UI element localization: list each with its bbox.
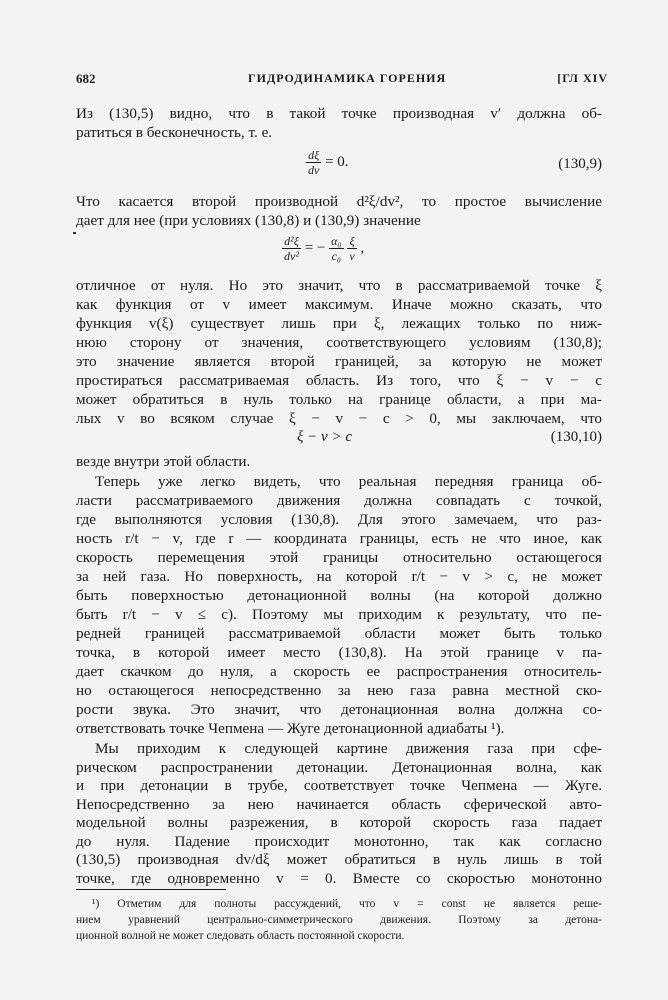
- text-line: Теперь уже легко видеть, что реальная передняя граница об-: [95, 473, 602, 490]
- text-line: лых v во всяком случае ξ − v − c > 0, мы заключаем, что: [76, 410, 602, 427]
- text-line: ность r/t − v, где r — координата границы, есть не что иное, как: [76, 530, 602, 547]
- fraction: [282, 234, 301, 263]
- text-line: модельной волны разрежения, в которой скорость газа падает: [76, 814, 602, 831]
- text-line: нюю сторону от значения, соответствующего условиям (130,8);: [76, 334, 602, 351]
- footnote-line: нием уравнений центрально-симметрического движения. Поэтому за детона-: [76, 914, 602, 926]
- text-line: Непосредственно за нею начинается область сферической авто-: [76, 795, 602, 813]
- text-line: и при детонации в трубе, соответствует точке Чепмена — Жуге.: [76, 777, 602, 794]
- denominator: dv: [308, 163, 320, 177]
- equation-number: (130,10): [550, 429, 602, 445]
- equation-number: (130,9): [558, 156, 602, 172]
- text-line: точке, где одновременно v = 0. Вместе со скоростью монотонно: [76, 869, 602, 887]
- text-line: но остающегося непосредственно за нею газа равна местной ско-: [76, 682, 602, 699]
- equation-130-10: ξ − v > c: [297, 429, 352, 445]
- text-line: везде внутри этой области.: [76, 453, 251, 470]
- text-line: ратиться в бесконечность, т. е.: [76, 124, 273, 141]
- numerator: dξ: [306, 148, 321, 163]
- text-line: быть r/t − v ≤ c). Поэтому мы приходим к результату, что пе-: [76, 606, 602, 623]
- text-line: дает для нее (при условиях (130,8) и (130,9) значение: [76, 212, 421, 229]
- denominator: dv²: [284, 249, 299, 263]
- text-line: отличное от нуля. Но это значит, что в рассматриваемой точке ξ: [76, 277, 602, 294]
- equation-rhs: = 0.: [325, 153, 349, 170]
- running-title: ГИДРОДИНАМИКА ГОРЕНИЯ: [248, 71, 447, 85]
- text-line: ласти рассматриваемого движения должна совпадать с точкой,: [76, 492, 602, 509]
- text-line: (130,5) производная dv/dξ может обратиться в нуль лишь в той: [76, 851, 602, 868]
- text-line: функция v(ξ) существует лишь при ξ, лежащих только по ниж-: [76, 315, 602, 332]
- running-header: [76, 71, 608, 87]
- margin-mark: [73, 232, 76, 234]
- text-line: точка, в которой имеет место (130,8). На этой границе v па-: [76, 644, 602, 661]
- fraction: [329, 234, 343, 263]
- fraction: [347, 234, 356, 263]
- text-line: где выполняются условия (130,8). Для этого замечаем, что раз-: [76, 511, 602, 528]
- text-line: быть поверхностью детонационной волны (на которой должно: [76, 587, 602, 604]
- text-line: как функция от v имеет максимум. Иначе можно сказать, что: [76, 296, 602, 313]
- text-line: простираться рассматриваемая область. Из того, что ξ − v − c: [76, 372, 602, 389]
- chapter-label: [ГЛ XIV: [557, 71, 608, 85]
- text-line: до нуля. Падение происходит монотонно, так как согласно: [76, 832, 602, 850]
- footnote-line: ционной волной не может следовать область постоянной скорости.: [76, 930, 405, 942]
- text-line: Из (130,5) видно, что в такой точке производная v′ должна об-: [76, 105, 602, 122]
- text-line: может обратиться в нуль только на границе области, а при ма-: [76, 391, 602, 408]
- text-line: Что касается второй производной d²ξ/dv², то простое вычисление: [76, 193, 602, 210]
- page-number: 682: [76, 71, 96, 86]
- denominator: c₀: [331, 249, 342, 263]
- equation-130-9: [306, 148, 349, 177]
- equation-second-derivative: [282, 234, 364, 263]
- text-line: ответствовать точке Чепмена — Жуге детонационной адиабаты ¹).: [76, 720, 505, 737]
- text-line: редней границей рассматриваемой области может быть только: [76, 625, 602, 642]
- denominator: v: [349, 249, 355, 263]
- text-line: Мы приходим к следующей картине движения газа при сфе-: [95, 740, 602, 757]
- fraction: [306, 148, 321, 177]
- text-line: это значение является второй границей, за которую не может: [76, 353, 602, 370]
- text-line: рости звука. Это значит, что детонационная волна должна со-: [76, 701, 602, 718]
- equation-operator: = −: [304, 239, 326, 256]
- numerator: ξ: [347, 234, 356, 249]
- numerator: α₀: [331, 234, 342, 248]
- footnote-line: ¹) Отметим для полноты рассуждений, что v = const не является реше-: [92, 898, 602, 910]
- text-line: за ней газа. Но поверхность, на которой r/t − v > c, не может: [76, 568, 602, 585]
- equation-tail: ,: [360, 239, 365, 256]
- footnote-rule: [76, 889, 226, 890]
- text-line: скорость перемещения этой границы относительно остающегося: [76, 549, 602, 566]
- text-line: дает скачком до нуля, а скорость ее распространения относитель-: [76, 663, 602, 680]
- text-line: рическом распространении детонации. Детонационная волна, как: [76, 758, 602, 776]
- numerator: d²ξ: [282, 234, 301, 249]
